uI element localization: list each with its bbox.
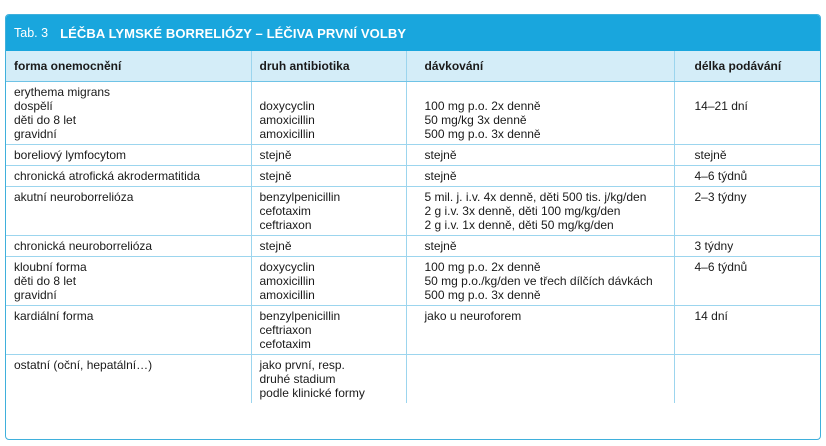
- cell-forma: [6, 355, 251, 404]
- cell-druh: [251, 306, 406, 355]
- cell-delka: [674, 355, 820, 404]
- cell-line: [695, 358, 821, 372]
- cell-line: 14–21 dní: [694, 99, 748, 113]
- cell-line: stejně: [259, 169, 292, 183]
- cell-line: 500 mg p.o. 3x denně: [424, 127, 541, 141]
- header-forma: forma onemocnění: [6, 51, 251, 82]
- table-row: [6, 355, 820, 404]
- cell-line: 2 g i.v. 1x denně, děti 50 mg/kg/den: [424, 218, 614, 232]
- cell-line: stejně: [259, 148, 292, 162]
- cell-forma: [6, 82, 251, 145]
- cell-line: stejně: [424, 148, 457, 162]
- table-title: LÉČBA LYMSKÉ BORRELIÓZY – LÉČIVA PRVNÍ VOLBY: [60, 25, 407, 41]
- table-number: Tab. 3: [14, 26, 49, 40]
- cell-line: jako u neuroforem: [424, 309, 522, 323]
- cell-line: akutní neuroborrelióza: [14, 190, 134, 204]
- cell-line: 4–6 týdnů: [694, 260, 748, 274]
- cell-line: doxycyclin: [259, 260, 315, 274]
- table-row: [6, 306, 820, 355]
- cell-line: stejně: [694, 148, 727, 162]
- treatment-table: [6, 51, 820, 403]
- cell-line: 500 mg p.o. 3x denně: [424, 288, 541, 302]
- cell-line: gravidní: [14, 127, 57, 141]
- cell-line: cefotaxim: [259, 337, 311, 351]
- cell-line: doxycyclin: [259, 99, 315, 113]
- cell-druh: [251, 236, 406, 257]
- cell-line: kloubní forma: [14, 260, 87, 274]
- header-druh: druh antibiotika: [251, 51, 406, 82]
- cell-line: [695, 85, 821, 99]
- table-title-bar: [6, 15, 820, 51]
- cell-druh: [251, 166, 406, 187]
- cell-line: ceftriaxon: [259, 218, 312, 232]
- cell-delka: [674, 145, 820, 166]
- cell-line: 50 mg/kg 3x denně: [424, 113, 527, 127]
- header-row: [6, 51, 820, 82]
- cell-delka: [674, 82, 820, 145]
- cell-line: jako první, resp.: [259, 358, 345, 372]
- cell-line: chronická neuroborrelióza: [14, 239, 153, 253]
- cell-line: 100 mg p.o. 2x denně: [424, 99, 541, 113]
- cell-druh: [251, 257, 406, 306]
- cell-line: 50 mg p.o./kg/den ve třech dílčích dávkách: [424, 274, 653, 288]
- cell-line: 3 týdny: [694, 239, 734, 253]
- cell-line: amoxicillin: [259, 127, 315, 141]
- cell-line: [425, 358, 674, 372]
- cell-line: stejně: [259, 239, 292, 253]
- cell-line: chronická atrofická akrodermatitida: [14, 169, 201, 183]
- cell-druh: [251, 145, 406, 166]
- header-davkovani: dávkování: [406, 51, 674, 82]
- table-row: [6, 236, 820, 257]
- cell-line: druhé stadium: [259, 372, 336, 386]
- cell-davkovani: [406, 145, 674, 166]
- cell-davkovani: [406, 236, 674, 257]
- cell-druh: [251, 187, 406, 236]
- cell-line: ceftriaxon: [259, 323, 312, 337]
- cell-line: boreliový lymfocytom: [14, 148, 127, 162]
- cell-delka: [674, 236, 820, 257]
- cell-delka: [674, 166, 820, 187]
- cell-line: děti do 8 let: [14, 274, 77, 288]
- cell-line: erythema migrans: [14, 85, 111, 99]
- table-row: [6, 257, 820, 306]
- cell-druh: [251, 355, 406, 404]
- cell-line: 2 g i.v. 3x denně, děti 100 mg/kg/den: [424, 204, 621, 218]
- table-row: [6, 145, 820, 166]
- cell-forma: [6, 236, 251, 257]
- table-row: [6, 166, 820, 187]
- cell-line: stejně: [424, 239, 457, 253]
- cell-line: benzylpenicillin: [259, 309, 341, 323]
- table-row: [6, 82, 820, 145]
- cell-forma: [6, 257, 251, 306]
- cell-line: 5 mil. j. i.v. 4x denně, děti 500 tis. j/kg/den: [424, 190, 647, 204]
- cell-line: benzylpenicillin: [259, 190, 341, 204]
- cell-line: [260, 85, 406, 99]
- cell-forma: [6, 306, 251, 355]
- cell-davkovani: [406, 306, 674, 355]
- cell-davkovani: [406, 187, 674, 236]
- cell-line: podle klinické formy: [259, 386, 365, 400]
- cell-forma: [6, 166, 251, 187]
- cell-davkovani: [406, 82, 674, 145]
- table-frame: [5, 14, 821, 440]
- table-row: [6, 187, 820, 236]
- cell-davkovani: [406, 257, 674, 306]
- cell-line: stejně: [424, 169, 457, 183]
- cell-davkovani: [406, 166, 674, 187]
- cell-line: 100 mg p.o. 2x denně: [424, 260, 541, 274]
- cell-line: [425, 85, 674, 99]
- cell-line: dospělí: [14, 99, 53, 113]
- table-body: [6, 82, 820, 404]
- cell-line: amoxicillin: [259, 274, 315, 288]
- cell-line: cefotaxim: [259, 204, 311, 218]
- cell-davkovani: [406, 355, 674, 404]
- cell-line: 2–3 týdny: [694, 190, 747, 204]
- cell-delka: [674, 257, 820, 306]
- cell-forma: [6, 187, 251, 236]
- header-delka: délka podávání: [674, 51, 820, 82]
- cell-forma: [6, 145, 251, 166]
- cell-line: ostatní (oční, hepatální…): [14, 358, 153, 372]
- cell-delka: [674, 306, 820, 355]
- cell-line: gravidní: [14, 288, 57, 302]
- cell-line: amoxicillin: [259, 288, 315, 302]
- cell-line: 14 dní: [694, 309, 728, 323]
- cell-line: děti do 8 let: [14, 113, 77, 127]
- cell-line: kardiální forma: [14, 309, 94, 323]
- cell-delka: [674, 187, 820, 236]
- cell-line: amoxicillin: [259, 113, 315, 127]
- cell-druh: [251, 82, 406, 145]
- cell-line: 4–6 týdnů: [694, 169, 748, 183]
